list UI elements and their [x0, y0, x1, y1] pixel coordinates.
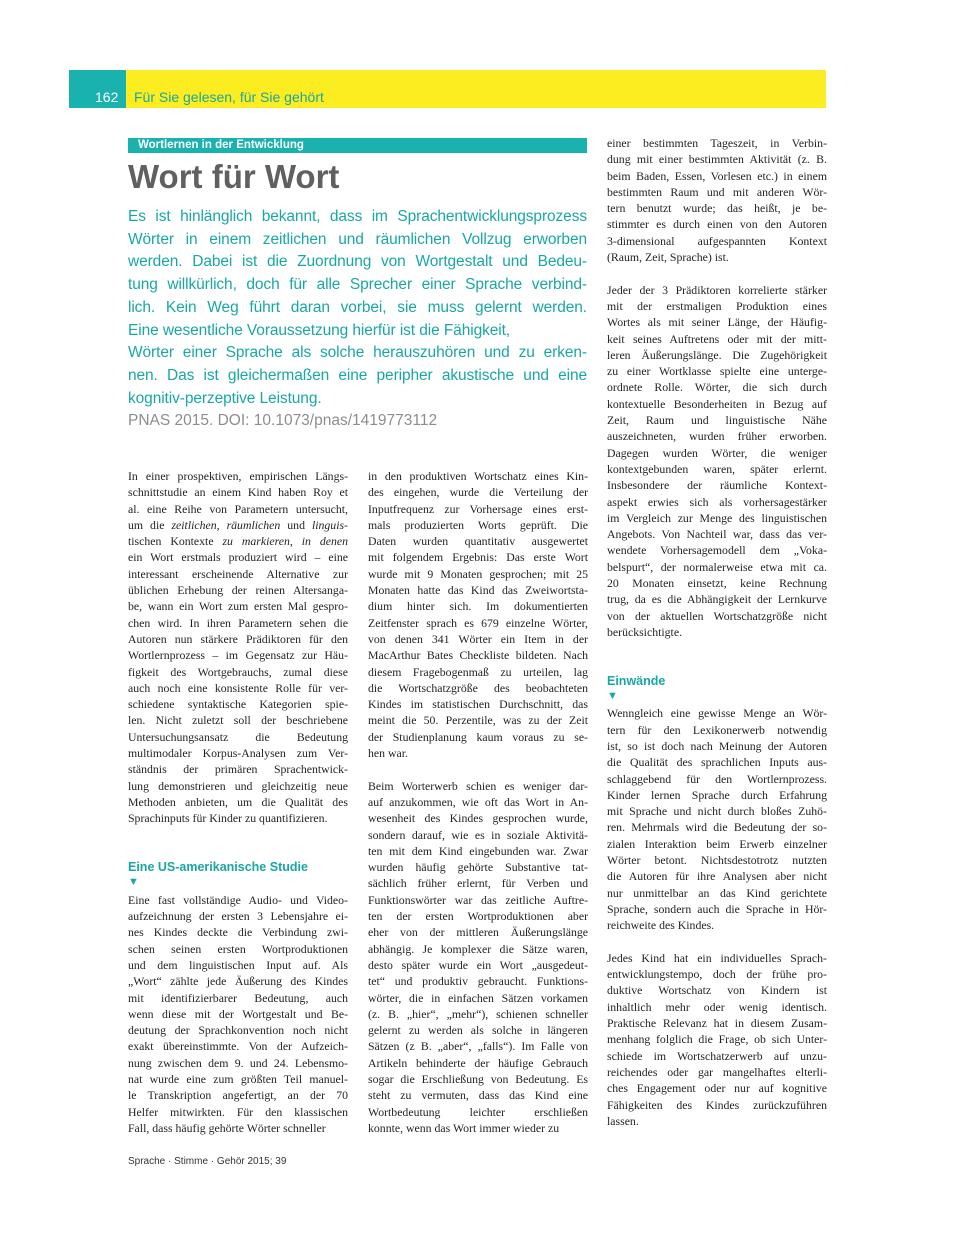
- article-citation: PNAS 2015. DOI: 10.1073/pnas/1419773112: [128, 412, 438, 430]
- text-line: mit identifizierbarer Bedeutung, auch: [128, 990, 348, 1005]
- italic-term: zeitlichen, räumlichen: [171, 517, 281, 532]
- lead-line: werden. Dabei ist die Zuordnung von Wortgestalt und Bedeu-: [128, 253, 587, 271]
- text-line: Zeit, Raum und linguistische Nähe: [607, 413, 827, 428]
- text-line: Fähigkeiten des Kindes zurückzuführen: [607, 1097, 827, 1112]
- text-line: auf anzukommen, wie oft das Wort in An-: [368, 794, 588, 809]
- lead-line: Wörter in einem zeitlichen und räumlichen Vollzug erworben: [128, 230, 587, 248]
- text-line: Methoden anbieten, um die Qualität des: [128, 794, 348, 809]
- text-line: auszeichneten, wurden früher erworben.: [607, 429, 827, 444]
- text-line: stimmter es durch einen von den Autoren: [607, 217, 827, 232]
- text-line: tern für den Lexikonerwerb notwendig: [607, 722, 827, 737]
- text-line: mit der erstmaligen Produktion eines: [607, 298, 827, 313]
- italic-term: linguis-: [311, 517, 348, 532]
- page-number: 162: [69, 70, 126, 108]
- text-line: Inputfrequenz zur Vorhersage eines erst-: [368, 501, 588, 516]
- text-line: schiedene syntaktische Kategorien spie-: [128, 697, 348, 712]
- text-line: Kindes im statistischen Durchschnitt, das: [368, 697, 588, 712]
- text-column-1: [128, 468, 348, 1136]
- text-line: aspekt erwies sich als vorhersagestärker: [607, 494, 827, 509]
- text-line: entwicklungstempo, doch der frühe pro-: [607, 967, 827, 982]
- text-line: Insbesondere der räumliche Kontext-: [607, 478, 827, 493]
- text-line: kontextuelle Besonderheiten in Bezug auf: [607, 396, 827, 411]
- text-line: Jedes Kind hat ein individuelles Sprach-: [607, 950, 827, 965]
- text-line: Autoren nun stärkere Prädiktoren für den: [128, 631, 348, 646]
- text-line: multimodaler Korpus-Analysen zum Ver-: [128, 746, 348, 761]
- text-line: ordnete Rolle. Wörter, die sich durch: [607, 380, 827, 395]
- text-line: wörter, die in einfachen Sätzen vorkamen: [368, 990, 588, 1005]
- text-line: schnittstudie an einem Kind haben Roy et: [128, 485, 348, 500]
- text-line: Sprache, sondern auch die Sprache in Hör-: [607, 901, 827, 916]
- text-line: Kinder lernen Sprache durch Erfahrung: [607, 787, 827, 802]
- text-line: Praktische Relevanz hat in diesem Zusam-: [607, 1016, 827, 1031]
- text-line: wesenheit des Kindes gesprochen wurde,: [368, 811, 588, 826]
- paragraph: [368, 778, 588, 1137]
- text-line: Artikeln behinderte der häufige Gebrauch: [368, 1055, 588, 1070]
- text-line: konnte, wenn das Wort immer wieder zu: [368, 1120, 560, 1135]
- section-heading: Eine US-amerikanische Studie: [128, 860, 308, 875]
- text-line: dung mit einer bestimmten Aktivität (z. B.: [607, 152, 827, 167]
- text-line: sächlich früher erlernt, für Verben und: [368, 876, 588, 891]
- text-line: Sprachinputs für Kinder zu quantifizieren.: [128, 811, 328, 826]
- paragraph: [368, 468, 588, 761]
- text-line: wurde mit 9 Monaten gesprochen; mit 25: [368, 566, 588, 581]
- text-line: Dagegen wurden Wörter, die weniger: [607, 445, 827, 460]
- text-line: die Autoren für ihre Analysen aber nicht: [607, 869, 827, 884]
- text-line: steht zu vermuten, dass das Kind eine: [368, 1088, 588, 1103]
- text-line: al. eine Reihe von Parametern untersucht,: [128, 501, 348, 516]
- text-line: sogar die Erschließung von Bedeutung. Es: [368, 1071, 588, 1086]
- paragraph: [607, 135, 827, 265]
- text-line: Funktionswörter war das zeitliche Auftre-: [368, 892, 588, 907]
- text-line: Beim Worterwerb schien es weniger dar-: [368, 778, 588, 793]
- text-line: menhang folglich die Frage, ob sich Unter-: [607, 1032, 827, 1047]
- triangle-down-icon: ▼: [607, 690, 618, 703]
- text-line: tet“ und produktiv gebraucht. Funktions-: [368, 974, 588, 989]
- text-line: Monaten hatte das Kind das Zweiwortsta-: [368, 583, 588, 598]
- text-line: die Wortschatzgröße des beobachteten: [368, 680, 588, 695]
- text-line: nung zwischen dem 9. und 24. Lebensmo-: [128, 1055, 348, 1070]
- text-line: MacArthur Bates Checkliste bildeten. Nach: [368, 648, 588, 663]
- text-segment: tischen Kontexte: [128, 534, 214, 549]
- text-line: zialen Interaktion beim Erwerb einzelner: [607, 836, 827, 851]
- lead-line: Wörter einer Sprache als solche herauszuhören und zu erken-: [128, 344, 587, 362]
- text-segment: und: [280, 517, 312, 532]
- text-line: „Wort“ zählte jede Äußerung des Kindes: [128, 974, 348, 989]
- text-line: des eingehen, wurde die Verteilung der: [368, 485, 588, 500]
- lead-line: Es ist hinlänglich bekannt, dass im Sprachentwicklungsprozess: [128, 208, 587, 225]
- text-line: In einer prospektiven, empirischen Längs-: [128, 469, 348, 483]
- text-line: kontextgebunden waren, später erlernt.: [607, 461, 827, 476]
- text-line: diesem Fragebogenmaß zu urteilen, lag: [368, 664, 588, 679]
- text-line: wenn diese mit der Wortgestalt und Be-: [128, 1006, 348, 1021]
- text-line: nur unmittelbar an das Kind gerichtete: [607, 885, 827, 900]
- text-line: auch noch eine konsistente Rolle für ver-: [128, 680, 348, 695]
- paragraph: [607, 950, 827, 1129]
- lead-line: Eine wesentliche Voraussetzung hierfür ist die Fähigkeit,: [128, 321, 511, 339]
- journal-footer: Sprache · Stimme · Gehör 2015; 39: [128, 1156, 287, 1167]
- paragraph: [128, 892, 348, 1136]
- text-line: berücksichtigte.: [607, 624, 683, 639]
- text-line: Wortlernprozess – im Gegensatz zur Häu-: [128, 648, 348, 663]
- text-line: Eine fast vollständige Audio- und Video-: [128, 892, 348, 907]
- paragraph: [128, 468, 348, 827]
- article-lead: [128, 206, 587, 433]
- text-line: belspurt“, der normalerweise etwa mit ca.: [607, 559, 827, 574]
- text-line: aufzeichnung der ersten 3 Lebensjahre ei-: [128, 909, 348, 924]
- text-line: be, wann ein Wort zum ersten Mal gespro-: [128, 599, 348, 614]
- text-line: dium hinter sich. Im dokumentierten: [368, 599, 588, 614]
- text-line: und dem linguistischen Input auf. Als: [128, 957, 348, 972]
- text-line: Helfer mitwirkten. Für den klassischen: [128, 1104, 348, 1119]
- text-line: [128, 517, 348, 533]
- text-line: nat wurde eine zum größten Teil manuel-: [128, 1071, 348, 1086]
- text-line: [128, 533, 348, 549]
- text-line: interessant erscheinende Alternative zur: [128, 566, 348, 581]
- lead-line: kognitiv-perzeptive Leistung.: [128, 389, 322, 407]
- text-line: exakt übereinstimmte. Von der Aufzeich-: [128, 1039, 348, 1054]
- section-heading: Einwände: [607, 673, 666, 688]
- text-line: Untersuchungsansatz die Bedeutung: [128, 729, 348, 744]
- text-line: Wortes als mit seiner Länge, der Häufig-: [607, 315, 827, 330]
- text-line: 3-dimensional aufgespannten Kontext: [607, 233, 827, 248]
- text-line: ist, so ist doch nach Meinung der Autoren: [607, 738, 827, 753]
- text-line: wendete Vorhersagemodell dem „Voka-: [607, 543, 827, 558]
- text-line: Wortbedeutung leichter erschließen: [368, 1104, 588, 1119]
- text-line: tern benutzt wurde; das heißt, je be-: [607, 201, 827, 216]
- text-line: eher von der mittleren Äußerungslänge: [368, 925, 588, 940]
- text-line: Daten wurden quantitativ ausgewertet: [368, 534, 588, 549]
- text-line: in den produktiven Wortschatz eines Kin-: [368, 469, 588, 483]
- text-line: sondern darauf, wie es in soziale Aktivitä-: [368, 827, 588, 842]
- text-line: ren. Mehrmals wird die Bedeutung der so-: [607, 820, 827, 835]
- text-line: Wörter betont. Nichtsdestotrotz nutzten: [607, 853, 827, 868]
- text-line: figkeit des Wortgebrauchs, zumal diese: [128, 664, 348, 679]
- text-line: im Vergleich zur Menge des linguistischen: [607, 510, 827, 525]
- text-line: duktive Wortschatz von Kindern ist: [607, 983, 827, 998]
- text-line: deutung der Sprachkonvention noch nicht: [128, 1023, 348, 1038]
- text-line: (Raum, Zeit, Sprache) ist.: [607, 250, 729, 265]
- text-line: schiede im Wortschatzerwerb auf unzu-: [607, 1048, 827, 1063]
- text-line: (z. B. „hier“, „mehr“), schienen schneller: [368, 1006, 588, 1021]
- text-line: gelernt zu werden als solche in längeren: [368, 1023, 588, 1038]
- section-header: Für Sie gelesen, für Sie gehört: [126, 70, 826, 108]
- text-line: nes Kindes deckte die Verbindung zwi-: [128, 925, 348, 940]
- lead-line: lich. Kein Weg führt daran vorbei, sie muss gelernt werden.: [128, 298, 587, 316]
- text-line: reichendes oder gar mangelhaftes elterli-: [607, 1064, 827, 1079]
- text-line: ten der ersten Wortproduktionen aber: [368, 909, 588, 924]
- text-line: Jeder der 3 Prädiktoren korrelierte stärker: [607, 282, 827, 297]
- lead-line: nen. Das ist gleichermaßen eine peripher akustische und eine: [128, 366, 587, 384]
- text-line: 20 Monaten einsetzt, keine Rechnung: [607, 576, 827, 591]
- text-segment: um die: [128, 517, 172, 532]
- text-line: von denen 341 Wörter ein Item in der: [368, 631, 588, 646]
- text-line: ches Engagement oder nur auf kognitive: [607, 1081, 827, 1096]
- text-line: Fall, dass häufig gehörte Wörter schneller: [128, 1120, 326, 1135]
- lead-line: tung willkürlich, doch für alle Sprecher einer Sprache verbind-: [128, 276, 587, 294]
- text-line: chen wird. In ihren Parametern sehen die: [128, 615, 348, 630]
- text-line: reichweite des Kindes.: [607, 918, 715, 933]
- text-line: bestimmten Raum und mit anderen Wör-: [607, 184, 827, 199]
- triangle-down-icon: ▼: [128, 876, 139, 889]
- text-line: desto später wurde ein Wort „ausgedeut-: [368, 957, 588, 972]
- text-line: mit folgendem Ergebnis: Das erste Wort: [368, 550, 588, 565]
- text-line: lassen.: [607, 1113, 639, 1128]
- text-line: lung demonstrieren und gleichzeitig neue: [128, 778, 348, 793]
- text-line: von der aktuellen Wortschatzgröße nicht: [607, 608, 827, 623]
- text-line: inhaltlich mehr oder wenig identisch.: [607, 999, 827, 1014]
- text-line: Sätzen (z B. „aber“, „falls“). Im Falle von: [368, 1039, 588, 1054]
- text-line: die Qualität des sprachlichen Inputs aus-: [607, 755, 827, 770]
- text-line: meint die 50. Perzentile, was zu der Zeit: [368, 713, 588, 728]
- text-line: mit Sprache und nicht durch bloßes Zuhö-: [607, 804, 827, 819]
- text-line: der Studienplanung kaum voraus zu se-: [368, 729, 588, 744]
- text-line: beim Baden, Essen, Vorlesen etc.) in einem: [607, 168, 827, 183]
- text-line: mals produzierten Worts geprüft. Die: [368, 517, 588, 532]
- paragraph: [607, 282, 827, 641]
- text-column-3: [607, 135, 827, 1129]
- text-line: ständnis der primären Sprachentwick-: [128, 762, 348, 777]
- text-line: trug, da es die Abhängigkeit der Lernkurve: [607, 592, 827, 607]
- text-line: abhängig. Je komplexer die Sätze waren,: [368, 941, 588, 956]
- text-line: keit seines Auftretens oder mit der mitt-: [607, 331, 827, 346]
- text-line: schen seinen ersten Wortproduktionen: [128, 941, 348, 956]
- article-title: Wort für Wort: [128, 158, 340, 195]
- text-line: le Transkription angefertigt, an der 70: [128, 1088, 348, 1103]
- text-line: üblichen Erhebung der reinen Altersanga-: [128, 583, 348, 598]
- text-line: Angebots. Von Nachteil war, dass das ver-: [607, 527, 827, 542]
- text-line: hen war.: [368, 746, 408, 761]
- text-line: einer bestimmten Tageszeit, in Verbin-: [607, 136, 827, 150]
- text-line: wurden häufig gehörte Substantive tat-: [368, 860, 588, 875]
- text-line: schlaggebend für den Wortlernprozess.: [607, 771, 827, 786]
- paragraph: [607, 705, 827, 933]
- text-line: ein Wort erstmals produziert wird – eine: [128, 550, 348, 565]
- italic-term: zu markieren, in denen: [213, 534, 348, 549]
- text-column-2: [368, 468, 588, 1136]
- text-line: leren Äußerungslänge. Die Zugehörigkeit: [607, 347, 827, 362]
- text-line: Zeitfenster sprach es 679 einzelne Wörter,: [368, 615, 588, 630]
- text-line: zu einer Wortklasse spielte eine unterge-: [607, 364, 827, 379]
- text-line: len. Nicht zuletzt soll der beschriebene: [128, 713, 348, 728]
- text-line: ten mit dem Kind eingebunden war. Zwar: [368, 843, 588, 858]
- article-kicker: Wortlernen in der Entwicklung: [128, 138, 587, 153]
- text-line: Wenngleich eine gewisse Menge an Wör-: [607, 706, 827, 721]
